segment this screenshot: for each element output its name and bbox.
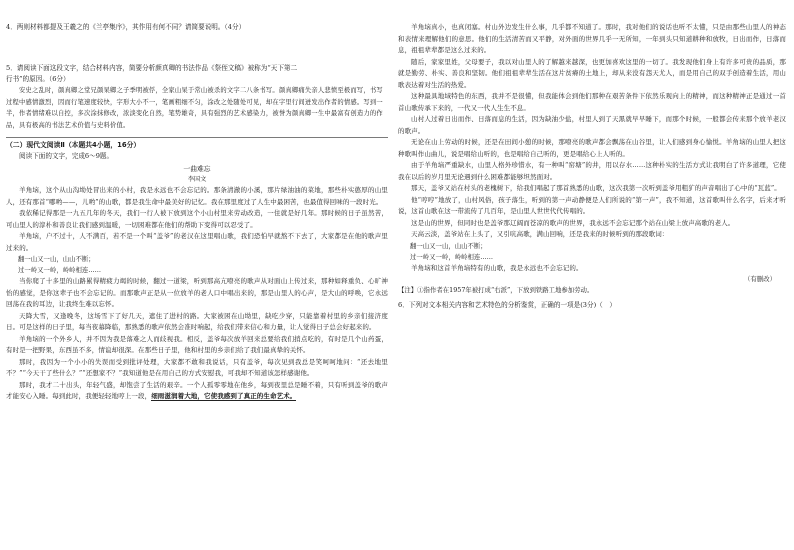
song-verse-line: 翻一山又一山，山山不断； <box>18 255 95 263</box>
story-paragraph: 羊角垴和这首羊角垴特有的山歌，我是永远也不会忘记的。 <box>411 263 583 272</box>
question-4: 4．两则材料都提及王羲之的《兰亭集序》，其作用有何不同？请简要说明。（4分） <box>6 23 246 31</box>
story-author: 李国文 <box>187 176 207 183</box>
section-divider <box>6 137 388 138</box>
song-verse-line: 过一岭又一岭，岭岭相连…… <box>410 252 494 261</box>
story-paragraph: 山村人过着日出而作、日落而息的生活，因为缺油少盐，村里人到了天黑就早早睡下，而那个时候，一般都会传来那个放羊老汉的歌声。 <box>398 115 786 135</box>
story-paragraph: 羊角垴的一个外乡人，并不因为我是落难之人而歧视我。相反，盖爷每次放羊回来总要给我们捎点吃的，有时是几个山药蛋，有时是一把野果，东西虽不多，情谊却很深。在那些日子里，他和村里的乡亲们给了我们最真挚的关怀。 <box>6 334 388 354</box>
footnote: 【注】①指作者在1957年被打成“右派”，下放到铁路工地参加劳动。 <box>398 286 594 294</box>
story-paragraph-text: 那时，我才二十出头，年轻气盛，却饱尝了生活的艰辛。一个人孤零零地在他乡，每到夜里总是睡不着，只有听到盖爷的歌声才能安心入睡。每到此时，我便轻轻地哼上一段， <box>6 380 388 400</box>
story-paragraph: 天降大雪，又逢晚冬，这场雪下了好几天，遮住了进村的路。大家被困在山坳里，缺吃少穿，只能靠着村里的乡亲们接济度日。可是这样的日子里，每当夜幕降临，那熟悉的歌声依然会准时响起，给我们带来信心和力量，让人觉得日子总会好起来的。 <box>6 311 388 331</box>
story-paragraph: 他“哼哼”地放了，山村风俗，孩子落生，听到的第一声动静便是人们所说的“第一声”，我不知道，这首歌叫什么名字，后来才听说，这首山歌在这一带流传了几百年，是山里人世世代代传唱的。 <box>398 195 786 215</box>
left-column <box>6 0 388 550</box>
story-paragraph: 这是山的世界，但同时也是盖爷那辽阔而苍凉的歌声的世界，我永远不会忘记那个站在山梁上放声高歌的老人。 <box>411 218 735 227</box>
story-paragraph: 当你爬了十多里的山路累得精疲力竭的时候，翻过一道梁，听到那高亢嘹亮的歌声从对面山上传过来，那种如释重负、心旷神怡的感觉，是你这辈子也不会忘记的。而那歌声正是从一位放羊的老人口中唱出来的，那是山里人的心声，是大山的呼唤，它永远回荡在我的耳边，让我终生难以忘怀。 <box>6 277 388 308</box>
story-paragraph: 羊角垴，户不过十，人不满百，若不是一个叫“盖爷”的老汉在这里唱山歌，我们恐怕早就熬不下去了，大家都是在他的歌声里过来的。 <box>6 232 388 252</box>
story-paragraph: 天高云淡，盖爷站在上头了，又引吭高歌，满山回响，还是我来的时候听到的那段歌词： <box>411 230 669 238</box>
question-6: 6．下列对文本相关内容和艺术特色的分析鉴赏，正确的一项是(3分)（ ） <box>398 301 616 309</box>
question-5-passage: 安史之乱时，颜真卿之堂兄颜杲卿之子季明被俘，全家山杲于常山被杀的文字二八条书写。颜真卿痛失亲人悲愤至极而写，书写过程中感情激烈，因而行笔速度较快，字形大小不一，笔画粗细不匀，涂改之处随处可见，却在字里行间迸发出作者的情感。写到一半，作者情绪难以自控，多次涂抹修改，浓淡变化自然，笔势雄奇，具有强烈的艺术感染力，被誉为颜真卿一生中最富有创造力的作品，具有极高的书法艺术价值与史料价值。 <box>6 87 383 129</box>
story-paragraph: 这种最具地域特色的东西，我并不是很懂，但我能体会到他们那种在艰苦条件下依然乐观向上的精神，而这种精神正是通过一首首山歌传承下来的，一代又一代人生生不息。 <box>398 92 786 112</box>
source-note: （有删改） <box>744 275 776 283</box>
underlined-sentence: 细雨滋润着大地，它使我感到了真正的生命艺术。 <box>151 392 297 400</box>
right-column <box>398 0 786 550</box>
story-paragraph: 无论在山上劳动的时候，还是在田间小憩的时候，那嘹亮的歌声都会飘荡在山谷里，让人们感到身心愉悦。羊角垴的山里人把这种歌叫作山曲儿，说是唱给山听的，也是唱给自己听的，更是唱给心上人听的。 <box>398 138 786 158</box>
question-5-line1: 5．请阅读下面这段文字，结合材料内容，简要分析颜真卿的书法作品《祭侄文稿》被称为“天下第二 <box>6 64 298 72</box>
song-verse-line: 过一岭又一岭，岭岭相连…… <box>18 266 102 274</box>
section-title: （二）现代文阅读Ⅱ（本题共4小题，16分） <box>6 141 141 149</box>
story-title: 一曲难忘 <box>183 165 211 173</box>
question-5-line2: 行书”的原因。（6分） <box>6 75 70 83</box>
story-paragraph: 羊角垴，这个从山沟坳处冒出来的小村，我是永远也不会忘记的。那条清澈的小溪，那片绿油油的菜地，那些朴实憨厚的山里人，还有那首“哪哟——，儿哟”的山歌，都是我生命中最美好的记忆。我在那里度过了人生中最困苦，也最值得回味的一段时光。 <box>6 186 388 206</box>
song-verse-line: 翻一山又一山，山山不断； <box>410 241 487 250</box>
story-paragraph: 随后，家家里姓，父母要子，我以对山里人的了解越来越深，也更加喜欢这里的一切了。我发现他们身上有许多可贵的品质，那就是勤劳、朴实、善良和坚韧。他们祖祖辈辈生活在这片贫瘠的土地上，却从来没有怨天尤人，而是用自己的双手创造着生活，用山歌表达着对生活的热爱。 <box>398 57 786 89</box>
story-paragraph: 那天，盖爷又站在村头的老槐树下，给我们唱起了那首熟悉的山歌，这次我第一次听到盖爷用粗犷的声音唱出了心中的“瓦蓝”。 <box>411 184 781 192</box>
story-paragraph: 羊角垴真小，也真闭塞。村山外边发生什么事，几乎都不知道了。那时，我对他们的说话也听不太懂，只是由那些山里人的神态和表情来理解他们的意思。他们的生活清苦而又平静，对外面的世界几乎一无所知，一年到头只知道耕种和放牧，日出而作，日落而息，祖祖辈辈都是这么过来的。 <box>398 23 786 54</box>
story-paragraph: 我依稀记得那是一九五几年的冬天，我们一行人被下放到这个小山村里来劳动改造，一住就是好几年。那时候的日子虽然苦，可山里人的淳朴和善良让我们感到温暖，一切困难都在他们的帮助下变得可以忍受了。 <box>6 209 388 229</box>
story-paragraph: 由于羊角垴严重缺水，山里人格外珍惜水，有一种叫“窑塘”的井，用以存水……这种朴实的生活方式让我明白了许多道理，它使我在以后的岁月里无论遇到什么困难都能够坦然面对。 <box>398 161 786 181</box>
story-paragraph <box>6 380 388 403</box>
reading-instruction: 阅读下面的文字，完成6～9题。 <box>19 152 114 160</box>
story-paragraph: 那时，我因为一个小小的失误而受到批评处理，大家都不敢和我说话，只有盖爷，每次见到我总是笑呵呵地问：“还去地里不？”“今天干了些什么？”“还想家不？”我知道他是在用自己的方式安慰我，可我却不知道该怎样感谢他。 <box>6 357 388 377</box>
